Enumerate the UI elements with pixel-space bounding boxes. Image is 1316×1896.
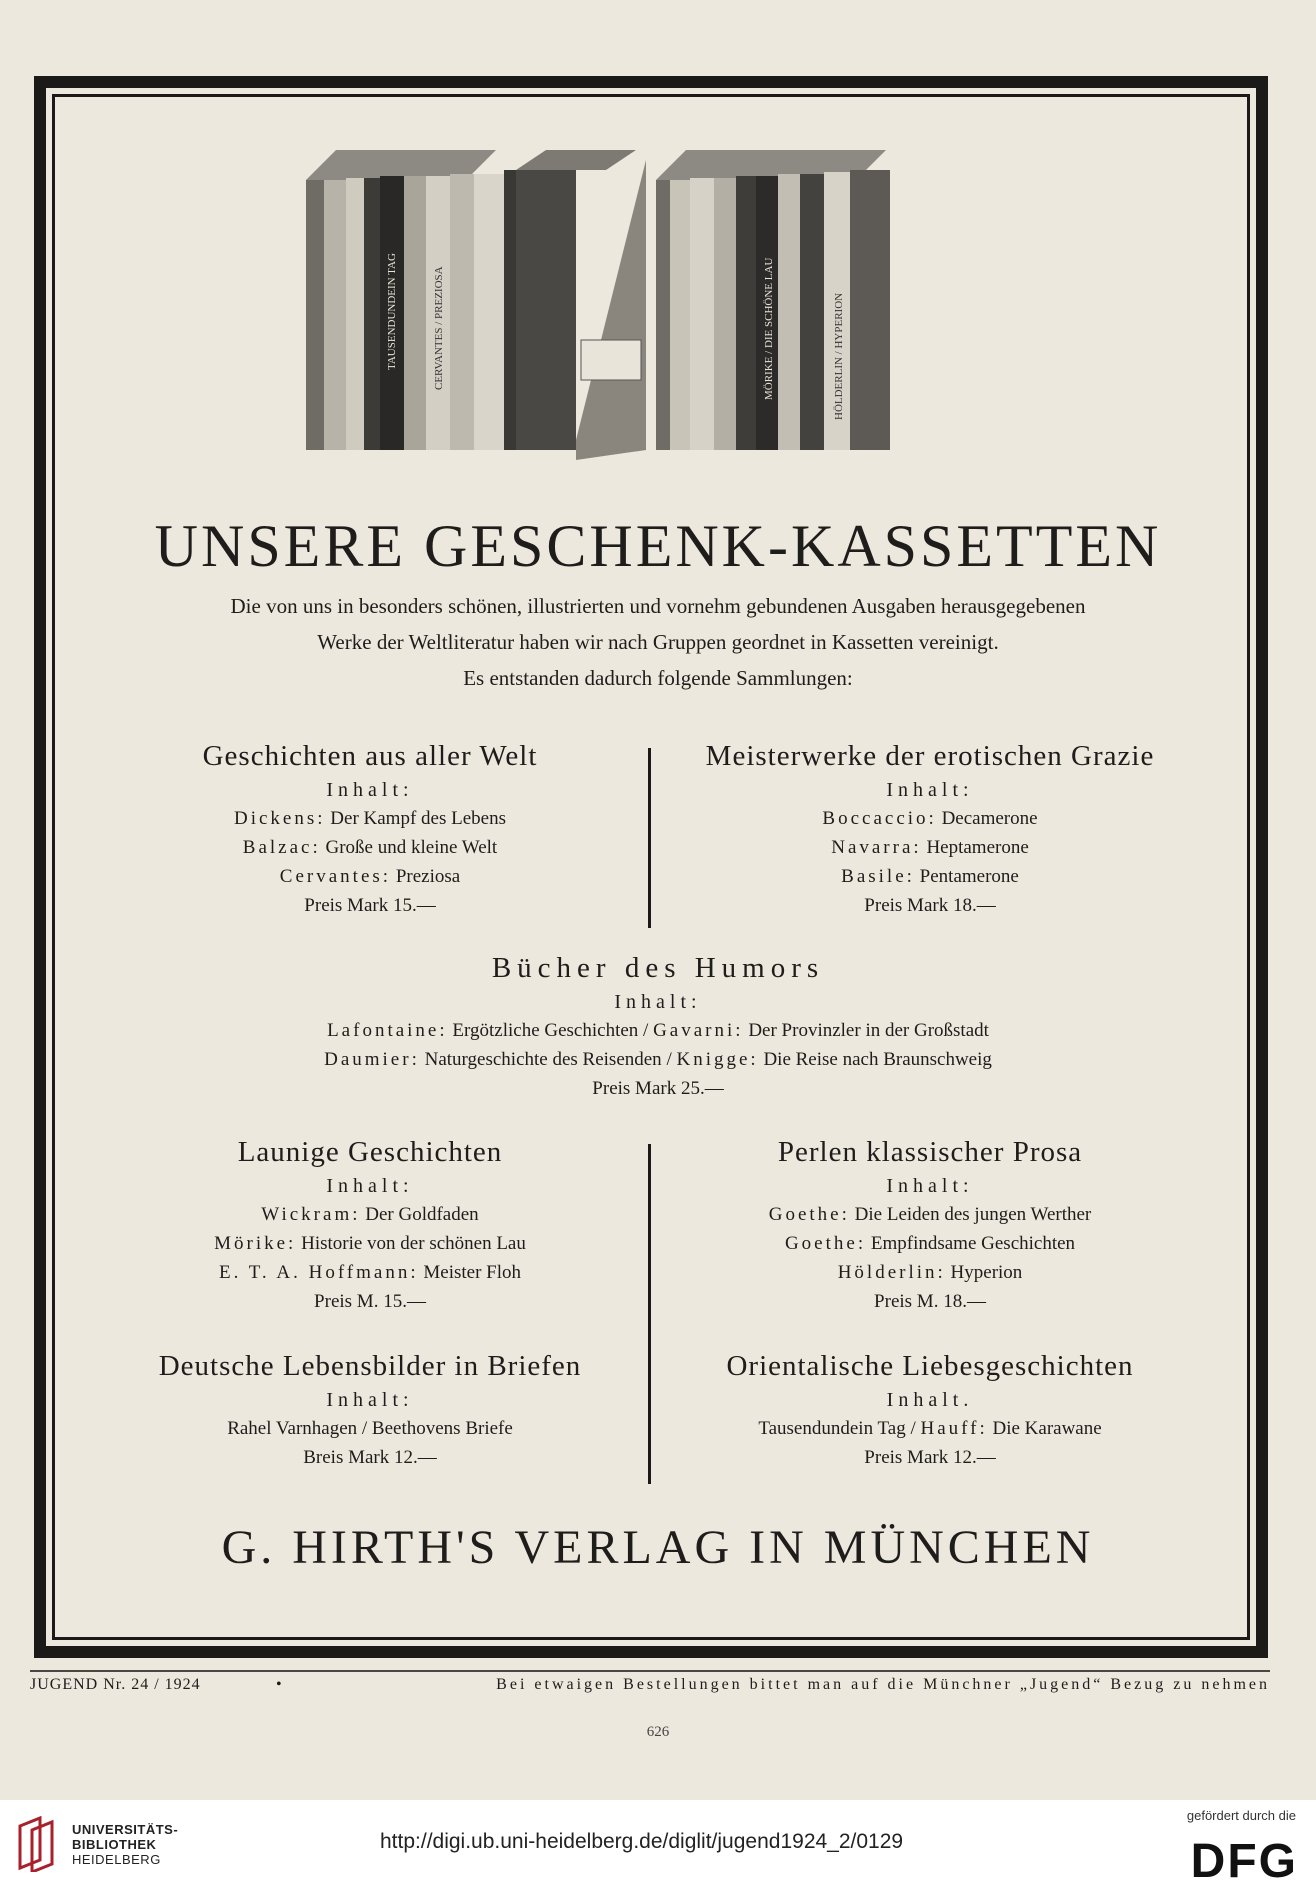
publisher-name: G. HIRTH'S VERLAG IN MÜNCHEN xyxy=(221,1521,1095,1574)
price: Preis Mark 12.— xyxy=(864,1447,996,1468)
inhalt-label: Inhalt. xyxy=(886,1389,974,1411)
funded-by-label: gefördert durch die xyxy=(1186,1808,1296,1823)
collection-title: Launige Geschichten xyxy=(237,1136,503,1168)
content-line: Tausendundein Tag / Hauff: Die Karawane xyxy=(758,1418,1102,1439)
content-line: Daumier: Naturgeschichte des Reisenden / Knigge: Die Reise nach Braunschweig xyxy=(324,1049,992,1070)
collection-humor xyxy=(60,952,1256,1103)
bullet-separator: • xyxy=(276,1676,282,1693)
collection-title: Bücher des Humors xyxy=(491,952,825,984)
inhalt-label: Inhalt: xyxy=(614,991,702,1013)
left-cassette xyxy=(306,150,538,450)
spine-tausendundein-tag: TAUSENDUNDEIN TAG xyxy=(386,253,398,370)
content-line: Wickram: Der Goldfaden xyxy=(261,1204,479,1225)
column-divider xyxy=(648,748,651,928)
collection-launige xyxy=(100,1136,640,1316)
content-line: Goethe: Empfindsame Geschichten xyxy=(784,1233,1076,1254)
content-line: E. T. A. Hoffmann: Meister Floh xyxy=(218,1262,522,1283)
price: Preis M. 15.— xyxy=(314,1291,426,1312)
intro-text xyxy=(60,588,1256,696)
headline: UNSERE GESCHENK-KASSETTEN xyxy=(154,513,1162,579)
spine-hoelderlin: HÖLDERLIN / HYPERION xyxy=(833,292,845,420)
collection-orientalische xyxy=(660,1350,1200,1472)
intro-line-2: Werke der Weltliteratur haben wir nach Gruppen geordnet in Kassetten vereinigt. xyxy=(317,630,999,654)
content-line: Goethe: Die Leiden des jungen Werther xyxy=(768,1204,1092,1225)
content-line: Mörike: Historie von der schönen Lau xyxy=(214,1233,526,1254)
collection-title: Meisterwerke der erotischen Grazie xyxy=(705,740,1155,772)
collection-title: Geschichten aus aller Welt xyxy=(202,740,538,772)
inhalt-label: Inhalt: xyxy=(886,1175,974,1197)
right-cassette xyxy=(656,150,890,450)
collection-geschichten xyxy=(100,740,640,920)
spine-cervantes: CERVANTES / PREZIOSA xyxy=(433,266,445,390)
column-divider xyxy=(648,1144,651,1484)
collection-title: Deutsche Lebensbilder in Briefen xyxy=(158,1350,582,1382)
content-line: Navarra: Heptamerone xyxy=(831,837,1029,858)
content-line: Hölderlin: Hyperion xyxy=(837,1262,1023,1283)
price: Preis Mark 18.— xyxy=(864,895,996,916)
book-cassettes-illustration xyxy=(296,140,996,480)
source-url-link[interactable]: http://digi.ub.uni-heidelberg.de/diglit/jugend1924_2/0129 xyxy=(380,1830,904,1853)
dfg-logo: DFG xyxy=(1190,1835,1298,1888)
content-line: Balzac: Große und kleine Welt xyxy=(242,837,498,858)
price: Breis Mark 12.— xyxy=(303,1447,437,1468)
collection-lebensbilder xyxy=(100,1350,640,1472)
order-notice: Bei etwaigen Bestellungen bittet man auf die Münchner „Jugend“ Bezug zu nehmen xyxy=(496,1676,1270,1693)
collection-perlen xyxy=(660,1136,1200,1316)
intro-line-1: Die von uns in besonders schönen, illustrierten und vornehm gebundenen Ausgaben herausgegebenen xyxy=(230,594,1086,618)
price: Preis M. 18.— xyxy=(874,1291,986,1312)
inhalt-label: Inhalt: xyxy=(326,1389,414,1411)
page-number: 626 xyxy=(646,1724,670,1740)
footer-rule xyxy=(30,1670,1270,1672)
inhalt-label: Inhalt: xyxy=(326,779,414,801)
price: Preis Mark 15.— xyxy=(304,895,436,916)
content-line: Boccaccio: Decamerone xyxy=(822,808,1038,829)
inhalt-label: Inhalt: xyxy=(326,1175,414,1197)
collection-title: Perlen klassischer Prosa xyxy=(777,1136,1083,1168)
university-library-logo-icon xyxy=(16,1816,56,1872)
content-line: Basile: Pentamerone xyxy=(841,866,1019,887)
middle-cassette xyxy=(516,150,646,460)
content-line: Dickens: Der Kampf des Lebens xyxy=(234,808,506,829)
inhalt-label: Inhalt: xyxy=(886,779,974,801)
library-name: UNIVERSITÄTS- BIBLIOTHEK HEIDELBERG xyxy=(72,1822,179,1867)
collection-meisterwerke xyxy=(660,740,1200,920)
issue-label: JUGEND Nr. 24 / 1924 xyxy=(30,1676,201,1693)
collection-title: Orientalische Liebesgeschichten xyxy=(726,1350,1134,1382)
price: Preis Mark 25.— xyxy=(592,1078,724,1099)
intro-line-3: Es entstanden dadurch folgende Sammlungen: xyxy=(463,666,853,690)
content-line: Rahel Varnhagen / Beethovens Briefe xyxy=(227,1418,513,1439)
content-line: Cervantes: Preziosa xyxy=(279,866,461,887)
content-line: Lafontaine: Ergötzliche Geschichten / Gavarni: Der Provinzler in der Großstadt xyxy=(327,1020,989,1041)
spine-moerike: MÖRIKE / DIE SCHÖNE LAU xyxy=(763,257,775,400)
